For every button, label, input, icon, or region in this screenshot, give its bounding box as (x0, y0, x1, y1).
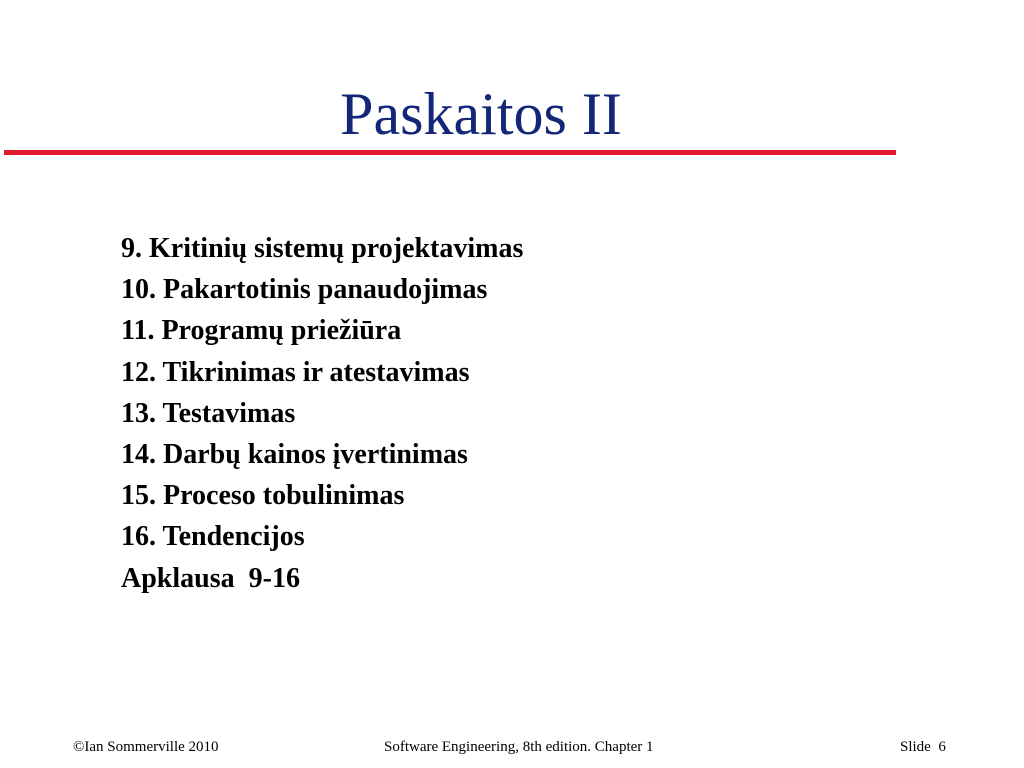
footer-copyright: ©Ian Sommerville 2010 (73, 739, 219, 755)
title-divider (4, 150, 896, 155)
footer-book-title: Software Engineering, 8th edition. Chapter 1 (384, 739, 654, 755)
footer-slide-number: Slide 6 (900, 739, 946, 755)
list-item: 15. Proceso tobulinimas (121, 480, 405, 512)
list-item: 13. Testavimas (121, 397, 296, 429)
list-item: 11. Programų priežiūra (121, 315, 402, 347)
list-item: 10. Pakartotinis panaudojimas (121, 274, 488, 306)
list-item: 9. Kritinių sistemų projektavimas (121, 233, 524, 264)
list-item: Apklausa 9-16 (121, 562, 300, 594)
list-item: 16. Tendencijos (121, 521, 305, 553)
list-item: 12. Tikrinimas ir atestavimas (121, 356, 470, 388)
list-item: 14. Darbų kainos įvertinimas (121, 439, 468, 471)
slide-title: Paskaitos II (340, 81, 622, 147)
lecture-list (121, 228, 523, 599)
